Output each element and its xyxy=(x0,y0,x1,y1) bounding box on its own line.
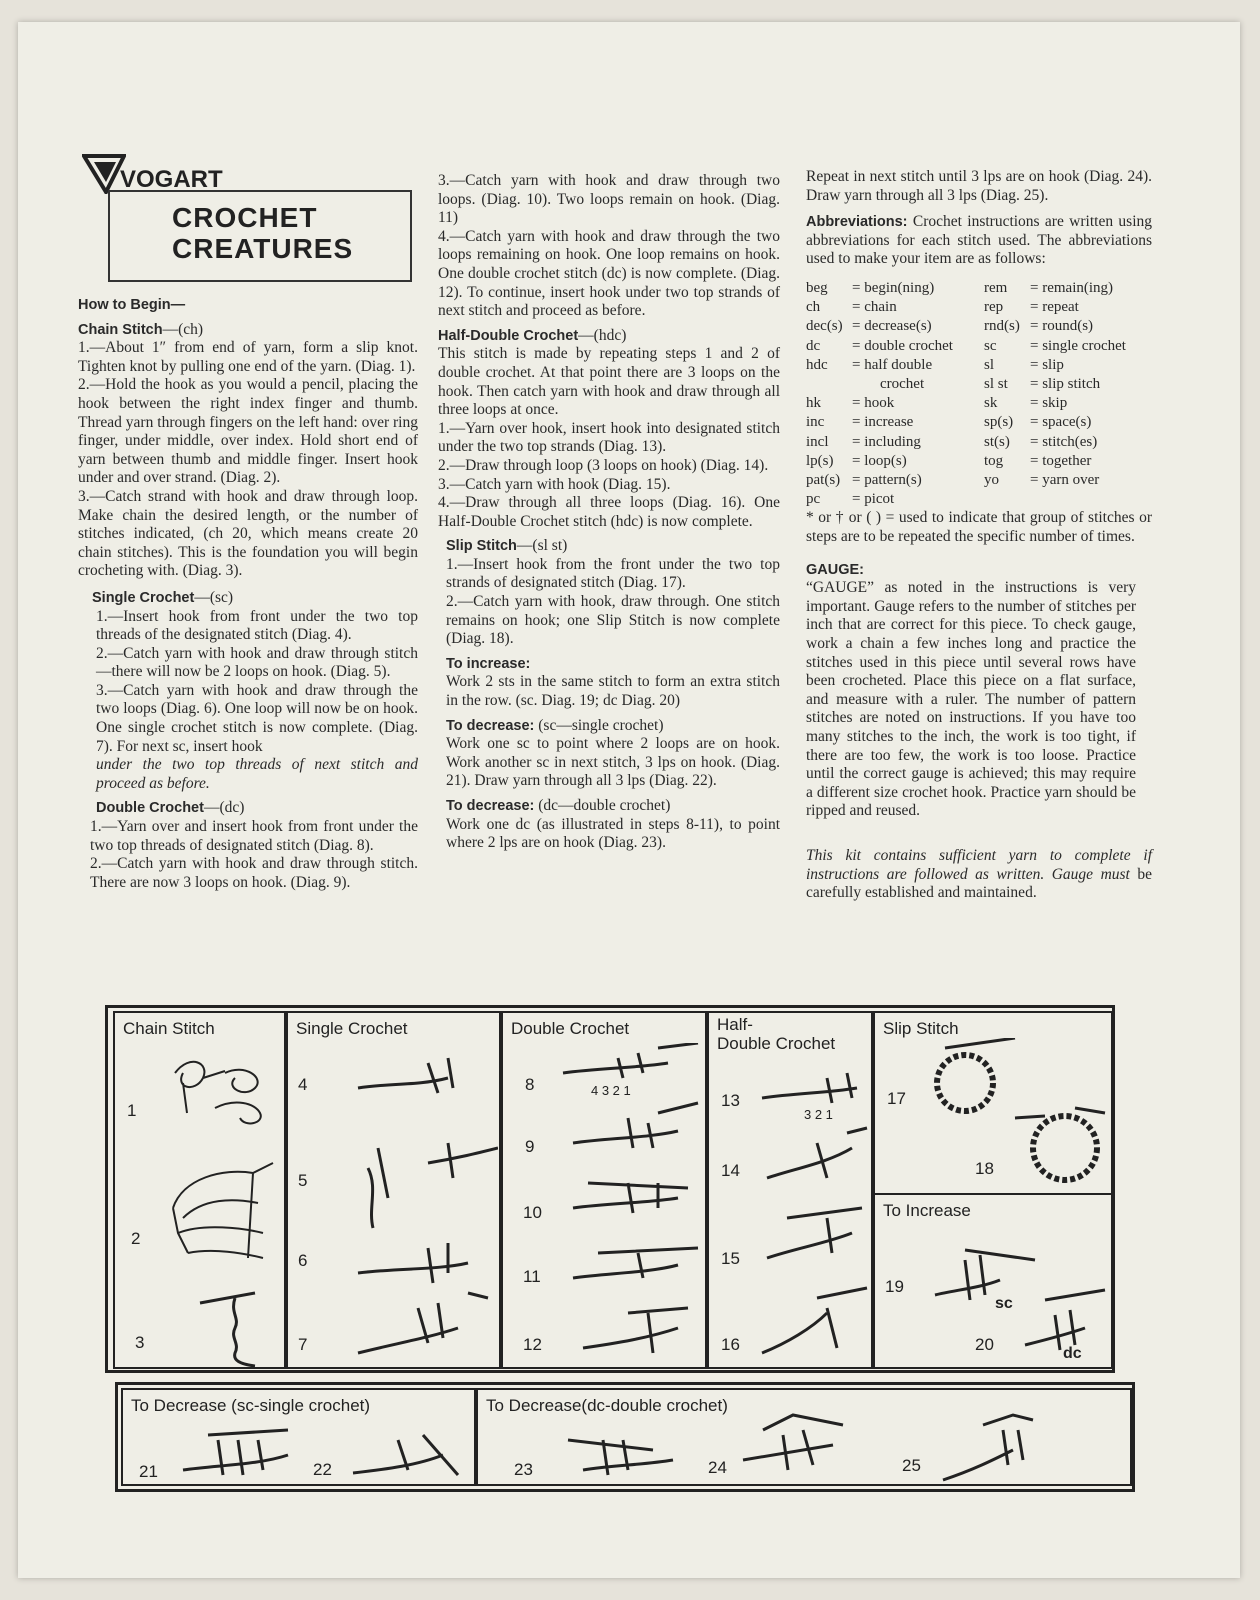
abbreviation-row xyxy=(806,490,984,509)
diag-num-25: 25 xyxy=(902,1456,921,1475)
diag-num-12: 12 xyxy=(523,1335,542,1354)
abbreviations-left xyxy=(806,279,984,509)
abbreviation-meaning: = stitch(es) xyxy=(1030,433,1098,450)
slip-stitch-diagram-title: Slip Stitch xyxy=(883,1019,959,1038)
slip-stitch-ring-sketches xyxy=(925,1038,1110,1193)
abbreviation-key: dec(s) xyxy=(806,318,843,335)
increase-diagram-panel xyxy=(873,1193,1113,1369)
abbreviation-row xyxy=(806,433,984,452)
decrease-dc-heading: To decrease: (dc—double crochet) xyxy=(446,797,671,814)
hdc-step-2: 2.—Draw through loop (3 loops on hook) (Diag. 14). xyxy=(438,456,769,474)
diag-num-3: 3 xyxy=(135,1333,145,1352)
decrease-dc-diagram-title: To Decrease(dc-double crochet) xyxy=(486,1396,728,1415)
diag-num-7: 7 xyxy=(298,1335,308,1354)
abbreviation-key: sc xyxy=(984,337,997,354)
dc-step-4: 4.—Catch yarn with hook and draw through the two loops remaining on hook. One loop remains on hook. One double crochet stitch (dc) is now complete. (Diag. 12). To continue, insert hook under two top strands of next stitch and proceed as before. xyxy=(438,227,780,320)
repeat-text: Repeat in next stitch until 3 lps are on hook (Diag. 24). Draw yarn through all 3 lps (Diag. 25). xyxy=(806,168,1152,204)
half-double-diagram-title: Half- Double Crochet xyxy=(717,1015,836,1053)
diag-num-14: 14 xyxy=(721,1161,740,1180)
abbreviation-meaning: = increase xyxy=(852,414,914,431)
decrease-sc-heading: To decrease: (sc—single crochet) xyxy=(446,716,664,734)
abbreviation-meaning: = space(s) xyxy=(1030,414,1092,431)
increase-text: Work 2 sts in the same stitch to form an extra stitch in the row. (sc. Diag. 19; dc Diag. 20) xyxy=(446,673,780,710)
abbreviation-key: rep xyxy=(984,299,1004,316)
single-crochet-diagram-panel xyxy=(286,1011,501,1369)
abbreviation-key: beg xyxy=(806,279,828,296)
diag-num-22: 22 xyxy=(313,1460,332,1479)
diag-num-20: 20 xyxy=(975,1335,994,1354)
abbreviation-key: sp(s) xyxy=(984,414,1014,431)
abbreviation-meaning: = round(s) xyxy=(1030,318,1094,335)
abbreviation-row xyxy=(806,298,984,317)
abbreviation-meaning: = slip stitch xyxy=(1030,375,1101,392)
chain-step-2: 2.—Hold the hook as you would a pencil, placing the hook between the right index finger and thumb. Thread yarn through fingers on the left hand: over ring finger, under middle, over index. Hold short end of yarn between thumb and middle finger. Insert hook under and over strand. (Diag. 2). xyxy=(78,376,418,487)
diag-num-5: 5 xyxy=(298,1171,308,1190)
abbreviation-meaning: = decrease(s) xyxy=(852,318,932,335)
diag-num-21: 21 xyxy=(139,1462,158,1481)
abbreviation-meaning: = picot xyxy=(852,491,895,508)
chain-step-3: 3.—Catch strand with hook and draw through loop. Make chain the desired length, or the number of stitches indicated, (ch 20, which means create 20 chain stitches). This is the foundation you will begin crocheting with. (Diag. 3). xyxy=(78,487,418,580)
abbreviation-row xyxy=(984,394,1152,413)
increase-sc-label: sc xyxy=(995,1295,1013,1312)
abbreviation-row xyxy=(984,452,1152,471)
abbreviation-meaning: = pattern(s) xyxy=(852,472,922,488)
chain-diagram-title: Chain Stitch xyxy=(123,1019,215,1038)
column-1 xyxy=(78,296,418,892)
abbreviation-meaning: = together xyxy=(1030,452,1092,469)
abbreviation-row xyxy=(984,375,1152,394)
column-2 xyxy=(438,172,780,853)
slip-knot-sketch xyxy=(165,1053,280,1133)
single-crochet-sketches xyxy=(348,1048,498,1368)
hdc-heading: Half-Double Crochet—(hdc) xyxy=(438,326,627,344)
abbreviation-key: lp(s) xyxy=(806,452,834,469)
diag-num-1: 1 xyxy=(127,1101,137,1120)
abbreviation-key: yo xyxy=(984,472,999,488)
abbreviation-meaning: = repeat xyxy=(1030,299,1079,316)
title-line-1: CROCHET xyxy=(172,202,318,233)
brand-name: VOGART xyxy=(120,166,223,193)
abbreviation-meaning: = half double xyxy=(852,356,933,373)
double-crochet-sketches xyxy=(558,1043,703,1373)
sc-step-3-italic: under the two top threads of next stitch and proceed as before. xyxy=(96,756,418,792)
dc-step-2: 2.—Catch yarn with hook and draw through stitch. There are now 3 loops on hook. (Diag. 9). xyxy=(90,855,418,891)
abbreviation-row xyxy=(806,356,984,375)
abbreviation-key: tog xyxy=(984,452,1004,469)
chain-heading: Chain Stitch—(ch) xyxy=(78,320,204,338)
abbreviation-row xyxy=(984,471,1152,490)
diag-num-2: 2 xyxy=(131,1229,141,1248)
diag-num-9: 9 xyxy=(525,1137,535,1156)
dc-step-3: 3.—Catch yarn with hook and draw through two loops. (Diag. 10). Two loops remain on hook. (Diag. 11) xyxy=(438,172,780,227)
gauge-heading: GAUGE: xyxy=(806,561,864,578)
abbreviation-row xyxy=(806,279,984,298)
abbreviation-key: pat(s) xyxy=(806,472,841,488)
hdc-step-4: 4.—Draw through all three loops (Diag. 16). One Half-Double Crochet stitch (hdc) is now complete. xyxy=(438,494,780,530)
abbreviation-key xyxy=(806,375,852,394)
abbreviation-key: hk xyxy=(806,395,821,412)
decrease-sc-diagram-title: To Decrease (sc-single crochet) xyxy=(131,1396,371,1415)
diag-num-6: 6 xyxy=(298,1251,308,1270)
abbreviation-meaning: = slip xyxy=(1030,356,1064,373)
decrease-diagrams xyxy=(115,1382,1135,1492)
decrease-dc-text: Work one dc (as illustrated in steps 8-11), to point where 2 lps are on hook (Diag. 23). xyxy=(446,815,780,852)
abbreviation-key: rnd(s) xyxy=(984,318,1020,335)
vogart-logo xyxy=(82,152,223,194)
diag-num-4: 4 xyxy=(298,1075,308,1094)
abbreviation-key: sl st xyxy=(984,375,1008,392)
abbreviation-row xyxy=(806,471,984,490)
chain-diagram-panel xyxy=(113,1011,286,1369)
abbreviation-key: pc xyxy=(806,491,821,508)
how-to-begin-heading: How to Begin— xyxy=(78,297,186,313)
abbreviation-meaning: = skip xyxy=(1030,395,1068,412)
column-3 xyxy=(806,168,1152,903)
abbreviation-meaning: crochet xyxy=(880,375,925,392)
abbreviation-meaning: = chain xyxy=(852,299,897,316)
diag-num-8: 8 xyxy=(525,1075,535,1094)
sc-step-2: 2.—Catch yarn with hook and draw through stitch—there will now be 2 loops on hook. (Diag. 5). xyxy=(96,644,418,681)
abbreviation-key: incl xyxy=(806,433,829,450)
abbreviation-key: sl xyxy=(984,356,995,373)
dc-loop-count: 4 3 2 1 xyxy=(591,1083,631,1098)
diag-num-15: 15 xyxy=(721,1249,740,1268)
hdc-intro: This stitch is made by repeating steps 1 and 2 of double crochet. At that point there are 3 loops on the hook. Then catch yarn with hook and draw through all three loops at once. xyxy=(438,345,780,419)
abbreviation-row xyxy=(806,375,984,394)
decrease-dc-diagram-panel xyxy=(476,1388,1132,1486)
single-crochet-diagram-title: Single Crochet xyxy=(296,1019,408,1038)
hdc-step-3: 3.—Catch yarn with hook (Diag. 15). xyxy=(438,475,671,493)
diag-num-11: 11 xyxy=(523,1267,541,1286)
abbreviation-meaning: = loop(s) xyxy=(852,452,907,469)
dc-step-1: 1.—Yarn over and insert hook from front under the two top threads of designated stitch (Diag. 8). xyxy=(90,818,418,854)
abbreviation-key: rem xyxy=(984,279,1008,296)
abbreviation-meaning: = double crochet xyxy=(852,337,953,354)
title-line-2: CREATURES xyxy=(172,233,354,264)
abbreviation-key: sk xyxy=(984,395,998,412)
stitch-diagrams xyxy=(105,1005,1115,1373)
repeat-symbol-note: * or † or ( ) = used to indicate that group of stitches or steps are to be repeated the specific number of times. xyxy=(806,509,1152,545)
abbreviation-row xyxy=(984,356,1152,375)
diag-num-17: 17 xyxy=(887,1089,906,1108)
kit-note: This kit contains sufficient yarn to complete if instructions are followed as written. Gauge must be carefully established and maintained. xyxy=(806,846,1153,902)
slip-heading: Slip Stitch—(sl st) xyxy=(446,537,568,555)
abbreviation-row xyxy=(806,394,984,413)
diag-num-10: 10 xyxy=(523,1203,542,1222)
sc-step-1: 1.—Insert hook from front under the two top threads of the designated stitch (Diag. 4). xyxy=(96,607,418,644)
abbreviation-meaning: = remain(ing) xyxy=(1030,279,1114,296)
gauge-text: “GAUGE” as noted in the instructions is very important. Gauge refers to the number of stitches per inch that are correct for this piece. To check gauge, work a chain a few inches long and practice the stitches used in this piece until several rows have been crocheted. Place this piece on a flat surface, and measure with a ruler. The number of pattern stitches are noted on instructions. If you have too many stitches to the inch, the work is too tight, if there are too few, the work is too loose. Practice until the correct gauge is achieved; this may require a different size crochet hook. Practice yarn should be ripped and reused. xyxy=(806,579,1136,820)
abbreviation-row xyxy=(984,317,1152,336)
half-double-sketches xyxy=(757,1068,875,1368)
hdc-loop-count: 3 2 1 xyxy=(804,1107,833,1122)
abbreviation-row xyxy=(984,298,1152,317)
abbreviation-row xyxy=(806,317,984,336)
abbreviation-row xyxy=(984,413,1152,432)
decrease-sc-diagram-panel xyxy=(121,1388,476,1486)
abbreviation-key: hdc xyxy=(806,356,828,373)
chain-step-1: 1.—About 1″ from end of yarn, form a slip knot. Tighten knot by pulling one end of the yarn. (Diag. 1). xyxy=(78,339,418,375)
increase-heading: To increase: xyxy=(446,655,531,672)
abbreviation-row xyxy=(806,413,984,432)
slip-step-2: 2.—Catch yarn with hook, draw through. One stitch remains on hook; one Slip Stitch is now complete (Diag. 18). xyxy=(446,593,780,648)
abbreviation-key: ch xyxy=(806,299,821,316)
diag-num-24: 24 xyxy=(708,1458,727,1477)
abbreviations-intro: Abbreviations: Crochet instructions are written using abbreviations for each stitch used. The abbreviations used to make your item are as follows: xyxy=(806,213,1153,268)
abbreviation-row xyxy=(984,279,1152,298)
slip-step-1: 1.—Insert hook from the front under the two top strands of designated stitch (Diag. 17). xyxy=(446,555,780,592)
abbreviation-row xyxy=(984,337,1152,356)
diag-num-18: 18 xyxy=(975,1159,994,1178)
abbreviation-row xyxy=(984,433,1152,452)
dc-heading: Double Crochet—(dc) xyxy=(96,799,245,817)
increase-sketches xyxy=(925,1220,1110,1370)
increase-diagram-title: To Increase xyxy=(883,1201,971,1220)
abbreviation-key: dc xyxy=(806,337,821,354)
diag-num-23: 23 xyxy=(514,1460,533,1479)
increase-dc-label: dc xyxy=(1063,1345,1082,1362)
abbreviation-row xyxy=(806,337,984,356)
abbreviation-meaning: = hook xyxy=(852,395,895,412)
double-crochet-diagram-title: Double Crochet xyxy=(511,1019,630,1038)
page-title xyxy=(172,202,402,264)
double-crochet-diagram-panel xyxy=(501,1011,707,1369)
diag-num-19: 19 xyxy=(885,1277,904,1296)
abbreviation-row xyxy=(806,452,984,471)
abbreviation-key: inc xyxy=(806,414,825,431)
sc-step-3: 3.—Catch yarn with hook and draw through the two loops (Diag. 6). One loop will now be on hook. One single crochet stitch is now complete. (Diag. 7). For next sc, insert hook xyxy=(96,681,418,755)
chain-sketch xyxy=(195,1288,275,1368)
abbreviation-meaning: = including xyxy=(852,433,921,450)
decrease-sc-text: Work one sc to point where 2 loops are on hook. Work another sc in next stitch, 3 lps on hook. (Diag. 21). Draw yarn through all 3 lps (Diag. 22). xyxy=(446,735,780,790)
abbreviation-key: st(s) xyxy=(984,433,1010,450)
sc-heading: Single Crochet—(sc) xyxy=(92,588,234,606)
slip-stitch-diagram-panel xyxy=(873,1011,1113,1195)
abbreviations-right xyxy=(984,279,1152,509)
hand-holding-hook-sketch xyxy=(163,1158,283,1268)
decrease-dc-sketches xyxy=(563,1410,1123,1486)
diag-num-13: 13 xyxy=(721,1091,740,1110)
abbreviations-table xyxy=(806,279,1152,509)
abbreviation-meaning: = begin(ning) xyxy=(852,279,935,296)
hdc-step-1: 1.—Yarn over hook, insert hook into designated stitch under the two top strands (Diag. 13). xyxy=(438,419,780,456)
half-double-diagram-panel xyxy=(707,1011,873,1369)
abbreviation-meaning: = single crochet xyxy=(1030,337,1126,354)
decrease-sc-sketches xyxy=(178,1425,468,1485)
abbreviation-meaning: = yarn over xyxy=(1030,472,1100,488)
diag-num-16: 16 xyxy=(721,1335,740,1354)
